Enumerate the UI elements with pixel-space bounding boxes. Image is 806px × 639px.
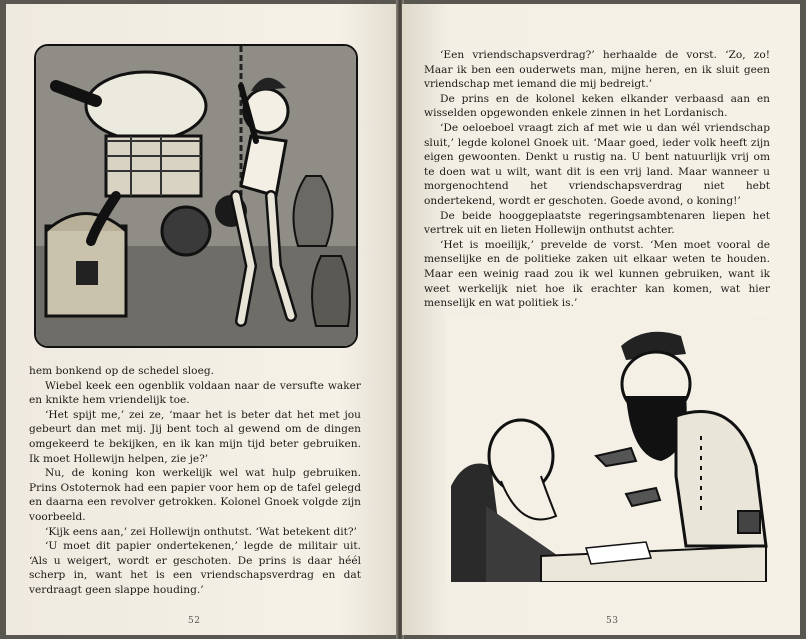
paragraph: ‘Kijk eens aan,’ zei Hollewijn onthutst. ‘Wat betekent dit?’	[45, 525, 357, 538]
paragraph: Nu, de koning kon werkelijk wel wat hulp gebruiken. Prins Ostoternok had een papier voor hem op de tafel gelegd en daarna een revolver getrokken. Kolonel Gnoek volgde zijn voorbeeld.	[29, 467, 361, 523]
paragraph: ‘De oeloeboel vraagt zich af met wie u dan wél vriendschap sluit,’ legde kolonel Gnoek uit. ‘Maar goed, ieder volk heeft zijn eigen gewoonten. Denkt u rustig na. U bent natuurlijk vrij om te doen wat u wilt, want dit is een vrij land. Maar wanneer u morgenochtend het vriendschapsverdrag niet hebt ondertekend, wordt er geschoten. Goede avond, o koning!’	[424, 121, 770, 207]
wiebel-hits-guard-drawing	[36, 46, 356, 346]
paragraph: De prins en de kolonel keken elkander verbaasd aan en wisselden opgewonden enkele zinnen in het Lordanisch.	[424, 92, 770, 120]
paragraph: hem bonkend op de schedel sloeg.	[29, 365, 214, 377]
page-number: 53	[606, 616, 619, 626]
paragraph: De beide hooggeplaatste regeringsambtenaren liepen het vertrek uit en lieten Hollewijn onthutst achter.	[424, 209, 770, 237]
paragraph: ‘Het is moeilijk,’ prevelde de vorst. ‘Men moet vooral de menselijke en de politieke zaken uit elkaar weten te houden. Maar een weinig raad zou ik wel kunnen gebruiken, want ik weet werkelijk niet hoe ik erachter kan komen, wat hier menselijk en wat politiek is.’	[424, 238, 770, 310]
left-page	[6, 4, 398, 635]
right-page	[402, 4, 800, 635]
left-text-block	[29, 364, 361, 598]
paragraph: ‘Een vriendschapsverdrag?’ herhaalde de vorst. ‘Zo, zo! Maar ik ben een ouderwets man, mijne heren, en ik sluit geen vriendschap met iemand die mij bedreigt.’	[424, 49, 770, 91]
officers-threaten-king-drawing	[446, 316, 774, 582]
paragraph: Wiebel keek een ogenblik voldaan naar de versufte waker en knikte hem vriendelijk toe.	[29, 379, 361, 407]
paragraph: ‘U moet dit papier ondertekenen,’ legde de militair uit. ‘Als u weigert, wordt er geschoten. De prins is daar héél scherp in, want het is een vriendschapsverdrag en dat verdraagt geen slappe houding.’	[29, 540, 361, 596]
right-text-block	[424, 48, 770, 311]
page-number: 52	[188, 616, 201, 626]
right-illustration	[446, 316, 774, 582]
paragraph: ‘Het spijt me,’ zei ze, ‘maar het is beter dat het met jou gebeurt dan met mij. Jij bent toch al gewend om de dingen omgekeerd te bekijken, en ik kan mijn tijd beter gebruiken. Ik moet Hollewijn helpen, zie je?’	[29, 408, 361, 465]
left-illustration	[34, 44, 358, 348]
